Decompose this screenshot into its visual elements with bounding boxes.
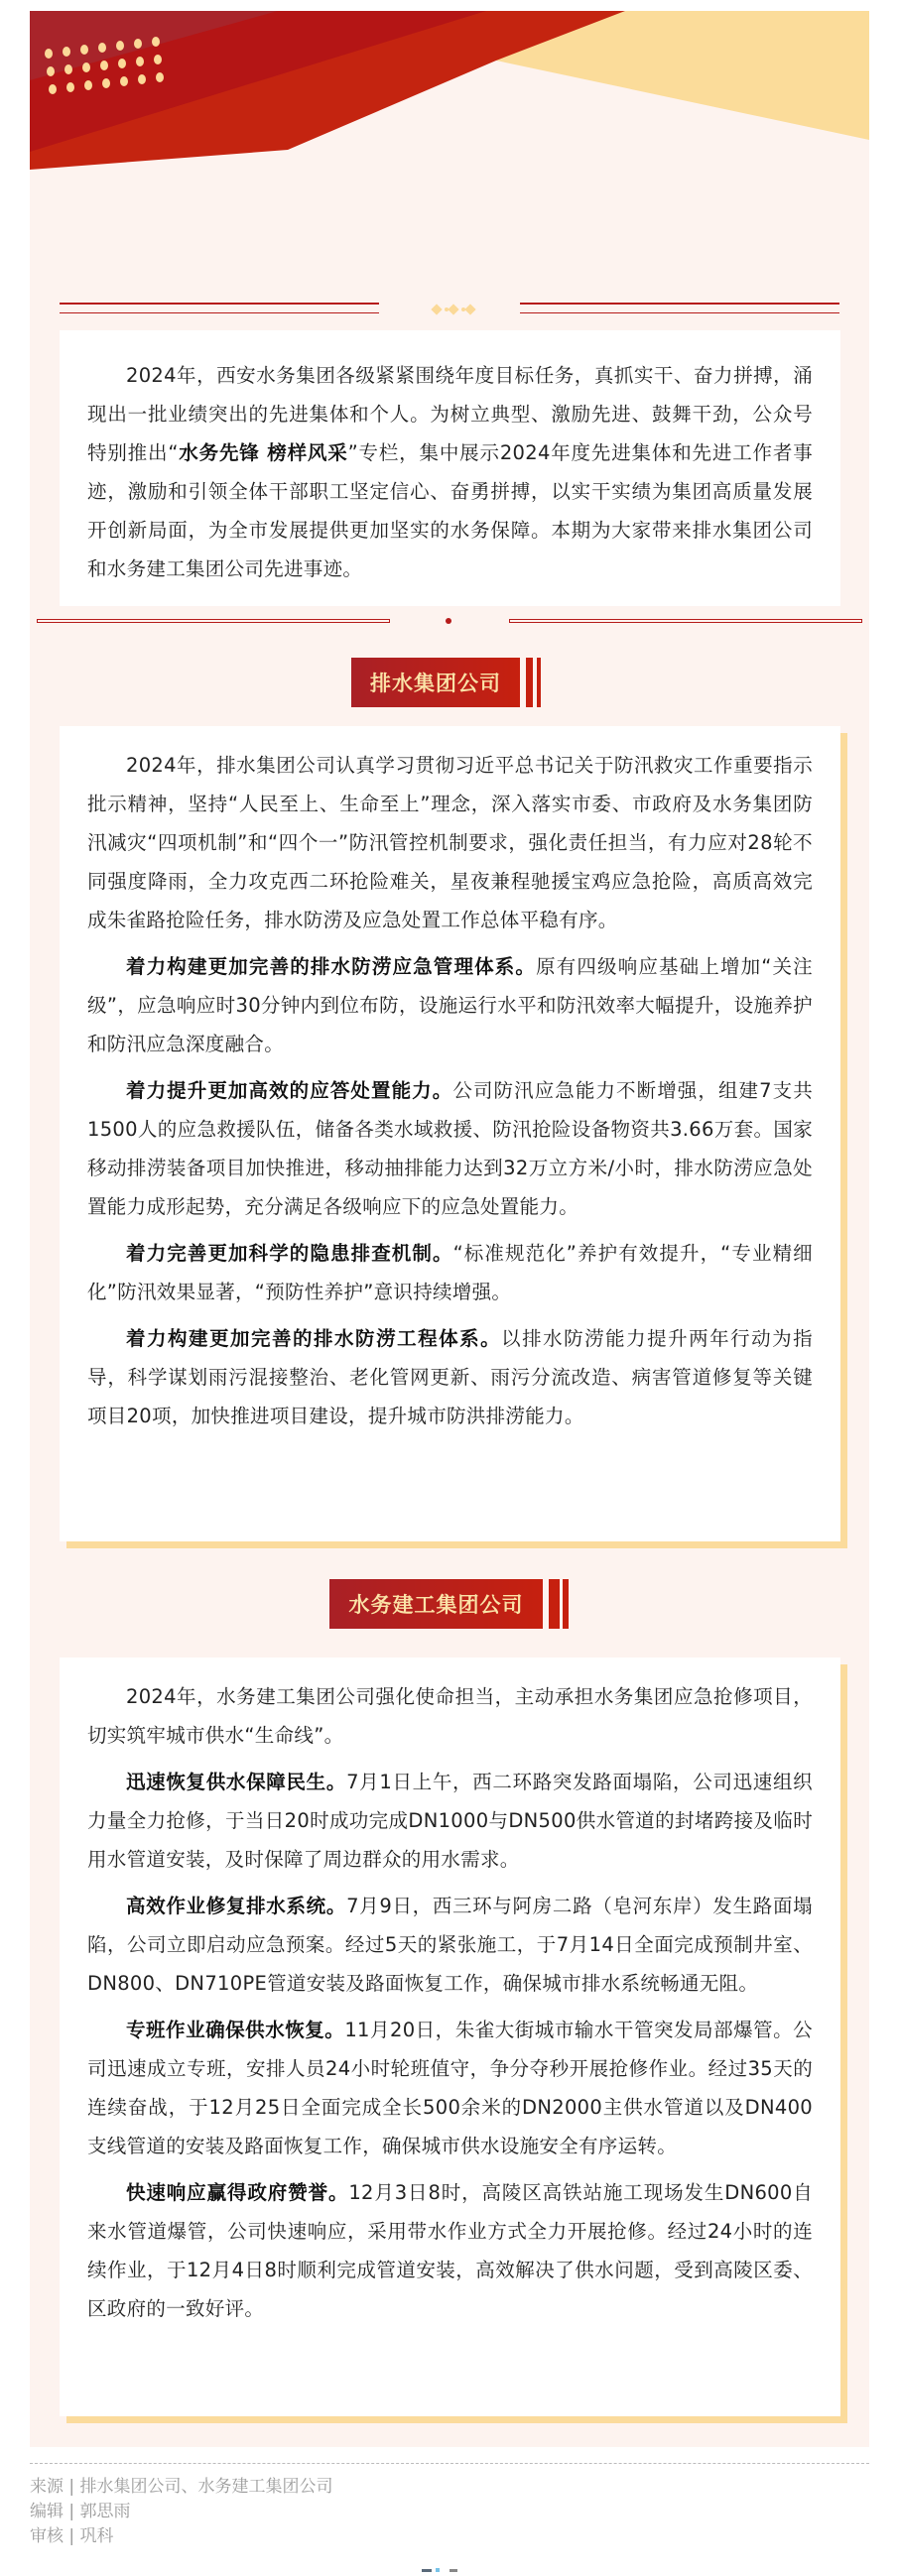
article-credits [30, 2475, 333, 2549]
header-bar-icon [526, 658, 533, 707]
paragraph-text: 2024年，排水集团公司认真学习贯彻习近平总书记关于防汛救灾工作重要指示批示精神，坚持“人民至上、生命至上”理念，深入落实市委、市政府及水务集团防汛减灾“四项机制”和“四个一”防汛管控机制要求，强化责任担当，有力应对28轮不同强度降雨，全力攻克西二环抢险难关，星夜兼程驰援宝鸡应急抢险，高质高效完成朱雀路抢险任务，排水防涝及应急处置工作总体平稳有序。 [87, 754, 813, 931]
paragraph [87, 1887, 813, 2003]
section-title: 排水集团公司 [351, 658, 520, 707]
paragraph-text: 12月3日8时，高陵区高铁站施工现场发生DN600自来水管道爆管，公司快速响应，采用带水作业方式全力开展抢修。经过24小时的连续作业，于12月4日8时顺利完成管道安装，高效解决了供水问题，受到高陵区委、区政府的一致好评。 [87, 2181, 813, 2320]
header-bar-icon [537, 658, 541, 707]
footer-divider [30, 2463, 869, 2464]
paragraph-text: 原有四级响应基础上增加“关注级”，应急响应时30分钟内到位布防，设施运行水平和防汛效率大幅提升，设施养护和防汛应急深度融合。 [87, 955, 813, 1055]
paragraph-text: 以排水防涝能力提升两年行动为指导，科学谋划雨污混接整治、老化管网更新、雨污分流改造、病害管道修复等关键项目20项，加快推进项目建设，提升城市防洪排涝能力。 [87, 1327, 813, 1427]
paragraph-heading: 着力构建更加完善的排水防涝应急管理体系。 [126, 955, 537, 978]
paragraph-text: 7月9日，西三环与阿房二路（皂河东岸）发生路面塌陷，公司立即启动应急预案。经过5天的紧张施工，于7月14日全面完成预制井室、DN800、DN710PE管道安装及路面恢复工作，确保城市排水系统畅通无阻。 [87, 1895, 813, 1995]
section-card-construction [60, 1657, 840, 2416]
header-bar-icon [549, 1579, 560, 1629]
intro-paragraph [87, 356, 813, 588]
paragraph [87, 1071, 813, 1226]
divider-dot-icon [446, 618, 451, 624]
credit-editor: 编辑 | 郭思雨 [30, 2502, 131, 2521]
diamond-ornament-icon [431, 303, 476, 316]
paragraph-heading: 迅速恢复供水保障民生。 [126, 1771, 347, 1793]
divider-line-left [37, 619, 390, 623]
intro-text-lead: 2024年，西安水务集团各级紧紧围绕年度目标任务，真抓实干、奋力拼搏，涌现出一批业绩突出的先进集体和个人。为树立典型、激励先进、鼓舞干劲，公众号特别推出“ [87, 364, 813, 464]
paragraph-heading: 快速响应赢得政府赞誉。 [126, 2181, 349, 2204]
section-card-drainage [60, 726, 840, 1541]
paragraph-heading: 着力完善更加科学的隐患排查机制。 [126, 1242, 453, 1265]
paragraph [87, 746, 813, 939]
paragraph [87, 1677, 813, 1755]
paragraph-text: 11月20日，朱雀大街城市输水干管突发局部爆管。公司迅速成立专班，安排人员24小时轮班值守，争分夺秒开展抢修作业。经过35天的连续奋战，于12月25日全面完成全长500余米的DN2000主供水管道以及DN400支线管道的安装及路面恢复工作，确保城市供水设施安全有序运转。 [87, 2019, 813, 2157]
paragraph-text: “标准规范化”养护有效提升，“专业精细化”防汛效果显著，“预防性养护”意识持续增强。 [87, 1242, 813, 1303]
paragraph-heading: 着力构建更加完善的排水防涝工程体系。 [126, 1327, 502, 1350]
paragraph [87, 2011, 813, 2165]
paragraph [87, 2173, 813, 2328]
paragraph [87, 1234, 813, 1311]
section-divider [37, 618, 862, 628]
section-title: 水务建工集团公司 [329, 1579, 543, 1629]
paragraph-heading: 专班作业确保供水恢复。 [126, 2019, 345, 2041]
paragraph [87, 1319, 813, 1435]
credit-source: 来源 | 排水集团公司、水务建工集团公司 [30, 2477, 333, 2497]
paragraph [87, 1763, 813, 1879]
intro-text-tail: ”专栏，集中展示2024年度先进集体和先进工作者事迹，激励和引领全体干部职工坚定信心、奋勇拼搏，以实干实绩为集团高质量发展开创新局面，为全市发展提供更加坚实的水务保障。本期为大家带来排水集团公司和水务建工集团公司先进事迹。 [87, 441, 814, 580]
section-header-construction [329, 1579, 570, 1629]
paragraph-text: 2024年，水务建工集团公司强化使命担当，主动承担水务集团应急抢修项目，切实筑牢城市供水“生命线”。 [87, 1685, 813, 1747]
credit-reviewer: 审核 | 巩科 [30, 2526, 114, 2546]
header-bar-icon [563, 1579, 569, 1629]
hero-banner [30, 11, 869, 209]
paragraph [87, 947, 813, 1063]
intro-card [60, 330, 840, 606]
section-header-drainage [351, 658, 542, 707]
divider-line-left [60, 303, 379, 313]
column-name: 水务先锋 榜样风采 [178, 441, 348, 464]
article-container [30, 11, 869, 2447]
divider-line-right [520, 303, 839, 313]
paragraph-text: 公司防汛应急能力不断增强，组建7支共1500人的应急救援队伍，储备各类水域救援、防汛抢险设备物资共3.66万套。国家移动排涝装备项目加快推进，移动抽排能力达到32万立方米/小时，排水防涝应急处置能力成形起势，充分满足各级响应下的应急处置能力。 [87, 1079, 813, 1218]
paragraph-heading: 高效作业修复排水系统。 [126, 1895, 347, 1917]
ornamental-divider [60, 303, 839, 318]
paragraph-text: 7月1日上午，西二环路突发路面塌陷，公司迅速组织力量全力抢修，于当日20时成功完成DN1000与DN500供水管道的封堵跨接及临时用水管道安装，及时保障了周边群众的用水需求。 [87, 1771, 813, 1871]
divider-line-right [509, 619, 862, 623]
bottom-decoration-icon [422, 2557, 461, 2562]
paragraph-heading: 着力提升更加高效的应答处置能力。 [126, 1079, 453, 1102]
